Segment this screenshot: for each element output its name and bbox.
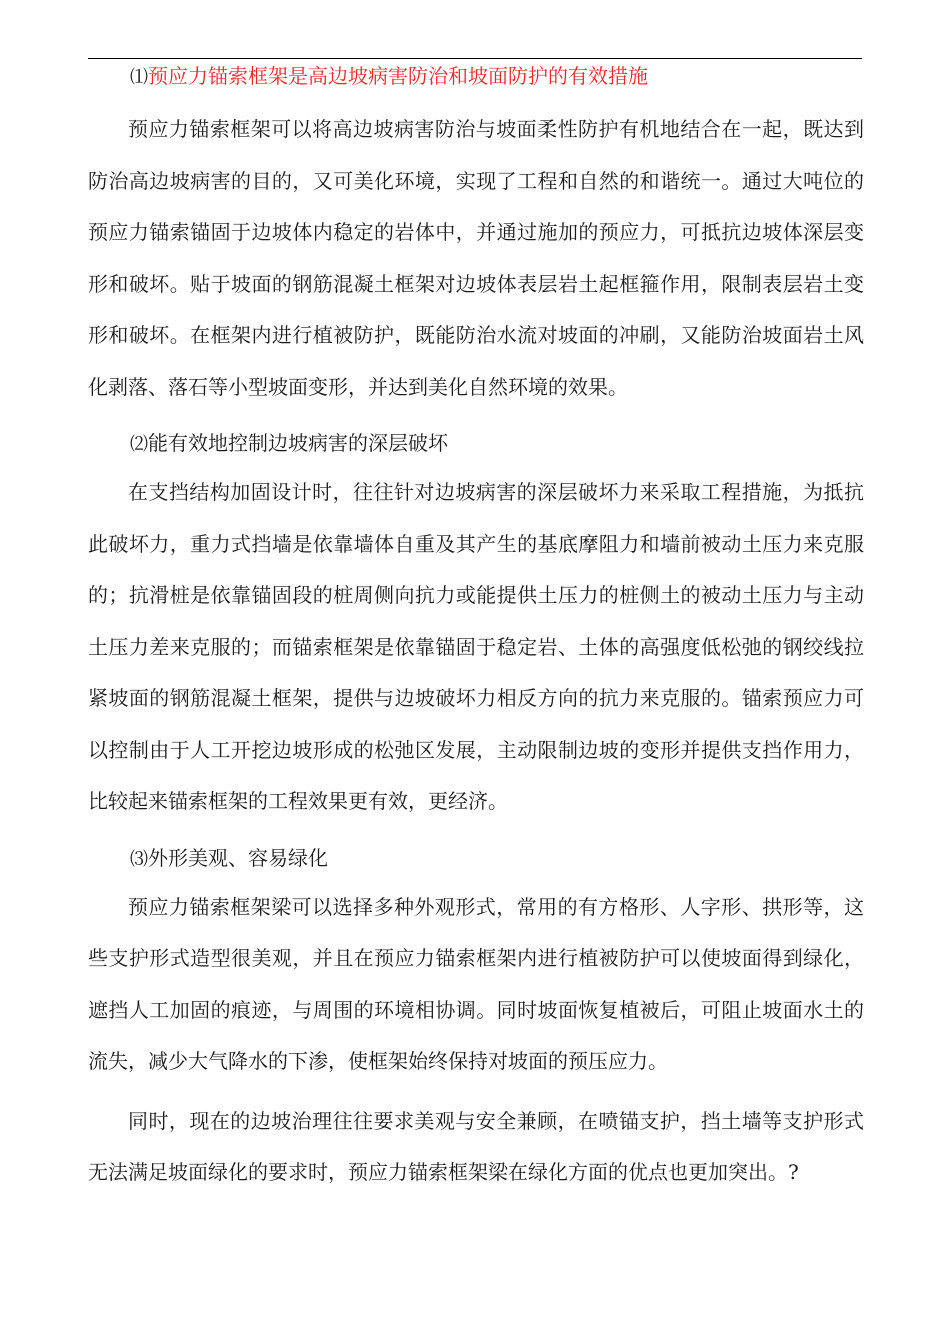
- section-1-paragraph-1: 预应力锚索框架可以将高边坡病害防治与坡面柔性防护有机地结合在一起，既达到防治高边坡病害的目的，又可美化环境，实现了工程和自然的和谐统一。通过大吨位的预应力锚索锚固于边坡体内稳定的岩体中，并通过施加的预应力，可抵抗边坡体深层变形和破坏。贴于坡面的钢筋混凝土框架对边坡体表层岩土起框箍作用，限制表层岩土变形和破坏。在框架内进行植被防护，既能防治水流对坡面的冲刷，又能防治坡面岩土风化剥落、落石等小型坡面变形，并达到美化自然环境的效果。: [88, 117, 864, 399]
- section-2-paragraph-1: 在支挡结构加固设计时，往往针对边坡病害的深层破坏力来采取工程措施，为抵抗此破坏力，重力式挡墙是依靠墙体自重及其产生的基底摩阻力和墙前被动土压力来克服的；抗滑桩是依靠锚固段的桩周侧向抗力或能提供土压力的桩侧土的被动土压力与主动土压力差来克服的；而锚索框架是依靠锚固于稳定岩、土体的高强度低松弛的钢绞线拉紧坡面的钢筋混凝土框架，提供与边坡破坏力相反方向的抗力来克服的。锚索预应力可以控制由于人工开挖边坡形成的松弛区发展，主动限制边坡的变形并提供支挡作用力，比较起来锚索框架的工程效果更有效，更经济。: [88, 480, 864, 813]
- section-title-1: 预应力锚索框架是高边坡病害防治和坡面防护的有效措施: [148, 64, 648, 88]
- section-number-2: ⑵: [130, 434, 148, 455]
- section-heading-3: [88, 836, 864, 882]
- section-title-2: 能有效地控制边坡病害的深层破坏: [148, 431, 448, 455]
- section-number-1: ⑴: [130, 67, 148, 88]
- document-body: [88, 54, 864, 1207]
- section-number-3: ⑶: [130, 848, 148, 870]
- section-3-paragraph-1: 预应力锚索框架梁可以选择多种外观形式，常用的有方格形、人字形、拱形等，这些支护形式造型很美观，并且在预应力锚索框架内进行植被防护可以使坡面得到绿化，遮挡人工加固的痕迹，与周围的环境相协调。同时坡面恢复植被后，可阻止坡面水土的流失，减少大气降水的下渗，使框架始终保持对坡面的预压应力。: [88, 894, 864, 1073]
- section-title-3: 外形美观、容易绿化: [148, 845, 328, 870]
- section-heading-1: [88, 54, 864, 100]
- section-3-paragraph-2: 同时，现在的边坡治理往往要求美观与安全兼顾，在喷锚支护，挡土墙等支护形式无法满足坡面绿化的要求时，预应力锚索框架梁在绿化方面的优点也更加突出。?: [88, 1108, 864, 1184]
- section-heading-2: [88, 421, 864, 467]
